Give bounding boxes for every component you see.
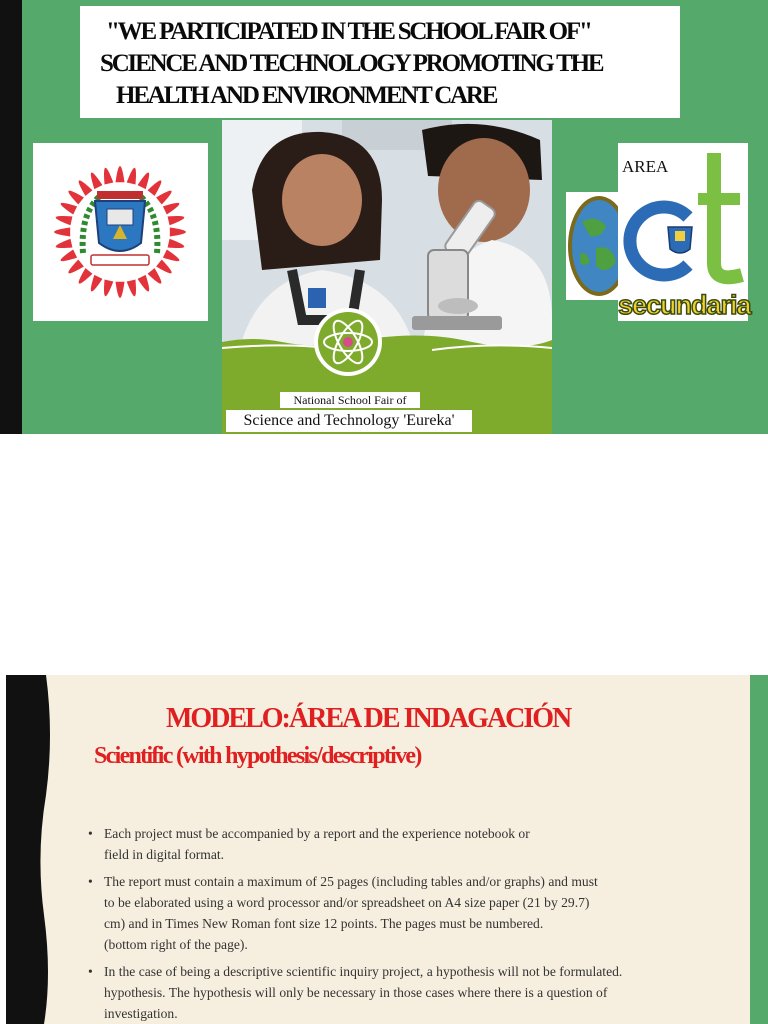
list-item-line: investigation. <box>104 1006 178 1021</box>
photo-caption-large: Science and Technology 'Eureka' <box>226 410 472 432</box>
title-line-3: HEALTH AND ENVIRONMENT CARE <box>116 82 497 109</box>
sunburst-ray <box>138 275 150 292</box>
sunburst-ray <box>116 166 125 182</box>
list-item-line: field in digital format. <box>104 847 225 862</box>
list-item-line: (bottom right of the page). <box>104 937 248 952</box>
sunburst-ray <box>148 268 162 284</box>
sunburst-ray <box>116 282 125 298</box>
sunburst-ray <box>168 216 185 225</box>
sunburst-ray <box>79 180 93 196</box>
crest-emblem-icon <box>33 143 208 321</box>
school-crest-logo <box>33 143 208 321</box>
list-item-line: • The report must contain a maximum of 25 pages (including tables and/or graphs) and must <box>104 874 598 889</box>
sunburst-ray <box>104 280 113 297</box>
title-box <box>80 6 680 118</box>
sunburst-ray <box>170 228 186 237</box>
sunburst-ray <box>91 275 103 292</box>
title-line-2: SCIENCE AND TECHNOLOGY PROMOTING THE <box>100 50 603 77</box>
content-slide <box>6 675 768 1024</box>
title-line-1: "WE PARTICIPATED IN THE SCHOOL FAIR OF" <box>106 18 591 45</box>
list-item <box>88 961 708 1024</box>
list-item-line: • In the case of being a descriptive scientific inquiry project, a hypothesis will not be formulated. <box>104 964 623 979</box>
sunburst-ray <box>156 260 172 274</box>
sunburst-ray <box>61 250 78 262</box>
black-wave-border <box>6 675 66 1024</box>
ct-area-logo <box>618 143 751 321</box>
slide-edge-bar <box>0 0 22 434</box>
sunburst-ray <box>68 191 84 205</box>
photo-caption-small: National School Fair of <box>280 392 420 408</box>
sunburst-ray <box>56 216 73 225</box>
sunburst-ray <box>138 173 150 190</box>
sunburst-ray <box>148 180 162 196</box>
list-item-line: hypothesis. The hypothesis will only be necessary in those cases where there is a question of <box>104 985 608 1000</box>
sunburst-ray <box>127 168 136 185</box>
list-item <box>88 823 708 865</box>
list-item-line: cm) and in Times New Roman font size 12 points. The pages must be numbered. <box>104 916 544 931</box>
sunburst-ray <box>168 239 185 248</box>
ct-area-label: AREA <box>622 157 669 176</box>
sunburst-ray <box>163 203 180 215</box>
title-slide <box>0 0 768 434</box>
list-item-line: to be elaborated using a word processor and/or spreadsheet on A4 size paper (21 by 29.7) <box>104 895 590 910</box>
secundaria-label: secundaria <box>618 290 751 320</box>
green-right-edge <box>750 675 768 1024</box>
sunburst-ray <box>54 228 70 237</box>
sunburst-ray <box>104 168 113 185</box>
list-item <box>88 871 708 955</box>
sunburst-ray <box>68 260 84 274</box>
students-microscope-photo <box>222 120 552 434</box>
sunburst-ray <box>127 280 136 297</box>
slide-subheading: Scientific (with hypothesis/descriptive) <box>94 743 421 769</box>
sunburst-ray <box>79 268 93 284</box>
slide-heading: MODELO:ÁREA DE INDAGACIÓN <box>166 703 571 734</box>
list-item-line: • Each project must be accompanied by a report and the experience notebook or <box>104 826 530 841</box>
sunburst-ray <box>91 173 103 190</box>
microscope-scene-icon <box>222 120 552 434</box>
sunburst-ray <box>163 250 180 262</box>
sunburst-ray <box>156 191 172 205</box>
requirements-list <box>88 823 708 1024</box>
sunburst-ray <box>56 239 73 248</box>
sunburst-ray <box>61 203 78 215</box>
